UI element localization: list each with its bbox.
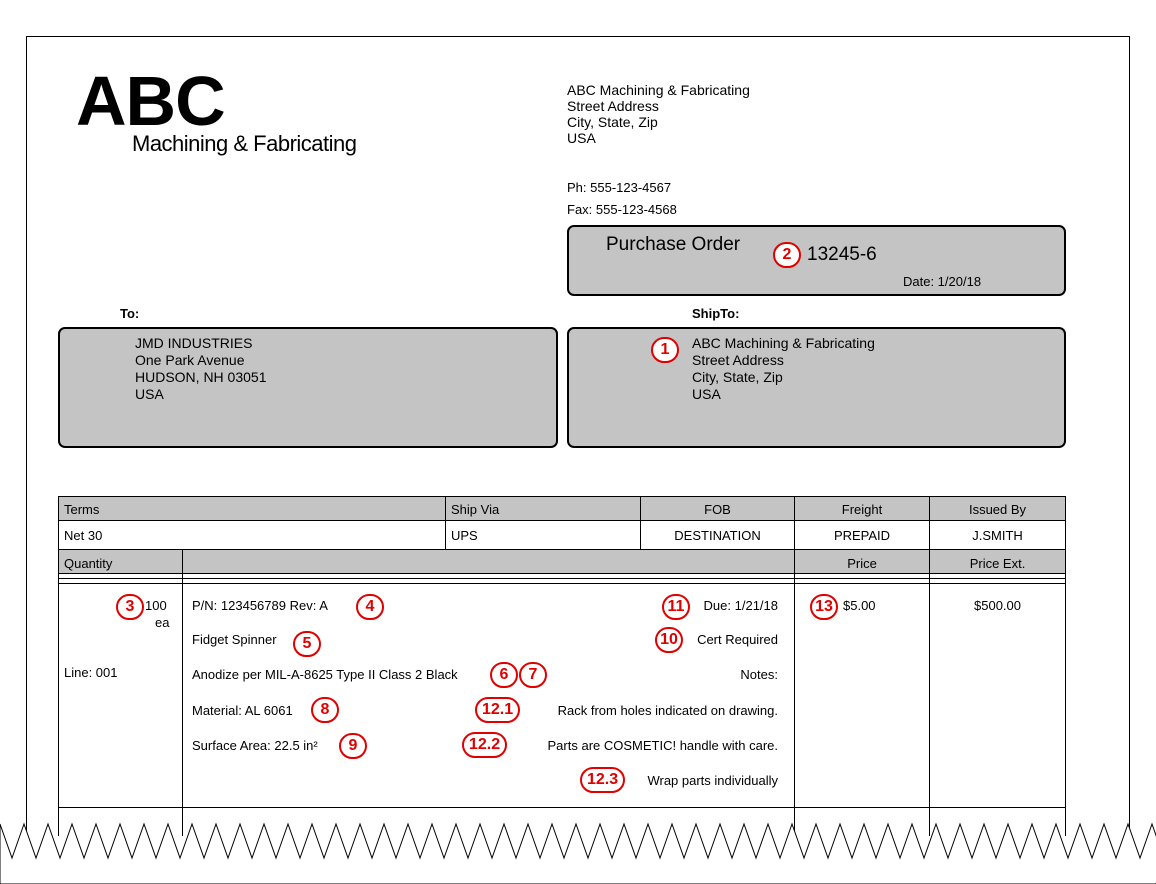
company-logo-subtitle: Machining & Fabricating — [132, 131, 357, 156]
rule — [58, 573, 1066, 574]
callout-3: 3 — [116, 594, 144, 620]
value-fob: DESTINATION — [674, 528, 761, 543]
rule — [182, 549, 183, 836]
item-description: Fidget Spinner — [192, 632, 277, 647]
callout-8: 8 — [311, 697, 339, 723]
address-line: City, State, Zip — [692, 369, 783, 385]
callout-12-2: 12.2 — [462, 732, 507, 758]
header-freight: Freight — [841, 502, 883, 517]
company-fax: Fax: 555-123-4568 — [567, 202, 677, 217]
callout-10: 10 — [655, 627, 683, 653]
torn-edge — [0, 800, 1156, 884]
rule — [58, 549, 1066, 550]
shipto-address — [692, 335, 875, 403]
to-label: To: — [120, 306, 140, 321]
shipto-label: ShipTo: — [692, 306, 740, 321]
rule — [929, 496, 930, 836]
company-phone: Ph: 555-123-4567 — [567, 180, 672, 195]
address-line: Street Address — [692, 352, 784, 368]
header-fob: FOB — [704, 502, 731, 517]
callout-9: 9 — [339, 733, 367, 759]
document-page — [26, 36, 1130, 884]
rule — [58, 496, 1066, 497]
item-cert-required: Cert Required — [697, 632, 778, 647]
callout-7: 7 — [519, 662, 547, 688]
item-finish-spec: Anodize per MIL-A-8625 Type II Class 2 Black — [192, 667, 458, 682]
address-line: City, State, Zip — [567, 114, 658, 130]
value-ship-via: UPS — [451, 528, 478, 543]
to-address-box — [58, 327, 558, 448]
rule — [794, 496, 795, 836]
header-price: Price — [847, 556, 877, 571]
value-issued-by: J.SMITH — [972, 528, 1023, 543]
header-terms: Terms — [64, 502, 100, 517]
callout-2: 2 — [773, 242, 801, 268]
callout-5: 5 — [293, 631, 321, 657]
item-note-2: Parts are COSMETIC! handle with care. — [547, 738, 778, 753]
callout-4: 4 — [356, 594, 384, 620]
item-unit: ea — [155, 615, 170, 630]
rule — [58, 520, 1066, 521]
header-price-ext: Price Ext. — [969, 556, 1026, 571]
item-price-extended: $500.00 — [974, 598, 1021, 613]
address-line: USA — [692, 386, 721, 402]
value-freight: PREPAID — [833, 528, 891, 543]
callout-1: 1 — [651, 337, 679, 363]
po-date: Date: 1/20/18 — [903, 274, 982, 289]
callout-6: 6 — [490, 662, 518, 688]
item-note-3: Wrap parts individually — [647, 773, 778, 788]
rule — [1065, 496, 1066, 836]
item-notes-label: Notes: — [740, 667, 778, 682]
rule — [58, 496, 59, 836]
item-note-1: Rack from holes indicated on drawing. — [557, 703, 778, 718]
address-line: ABC Machining & Fabricating — [692, 335, 875, 351]
rule — [58, 583, 1066, 584]
company-address — [567, 82, 750, 146]
item-material: Material: AL 6061 — [192, 703, 293, 718]
item-price: $5.00 — [843, 598, 876, 613]
value-terms: Net 30 — [64, 528, 103, 543]
po-number: 13245-6 — [807, 244, 877, 265]
callout-13: 13 — [810, 594, 838, 620]
item-due-date: Due: 1/21/18 — [703, 598, 778, 613]
header-quantity: Quantity — [64, 556, 113, 571]
item-surface-area: Surface Area: 22.5 in² — [192, 738, 318, 753]
address-line: JMD INDUSTRIES — [135, 335, 253, 351]
address-line: ABC Machining & Fabricating — [567, 82, 750, 98]
address-line: One Park Avenue — [135, 352, 245, 368]
address-line: HUDSON, NH 03051 — [135, 369, 267, 385]
item-quantity: 100 — [145, 598, 167, 613]
item-part-number: P/N: 123456789 Rev: A — [192, 598, 328, 613]
address-line: USA — [567, 130, 596, 146]
header-ship-via: Ship Via — [451, 502, 500, 517]
header-issued-by: Issued By — [968, 502, 1027, 517]
company-logo: ABC — [76, 62, 225, 140]
callout-12-3: 12.3 — [580, 767, 625, 793]
po-title: Purchase Order — [606, 234, 741, 255]
item-line-number: Line: 001 — [64, 665, 118, 680]
address-line: USA — [135, 386, 164, 402]
rule — [445, 496, 446, 550]
to-address — [135, 335, 267, 403]
address-line: Street Address — [567, 98, 659, 114]
callout-11: 11 — [662, 594, 690, 620]
callout-12-1: 12.1 — [475, 697, 520, 723]
rule — [58, 578, 1066, 579]
